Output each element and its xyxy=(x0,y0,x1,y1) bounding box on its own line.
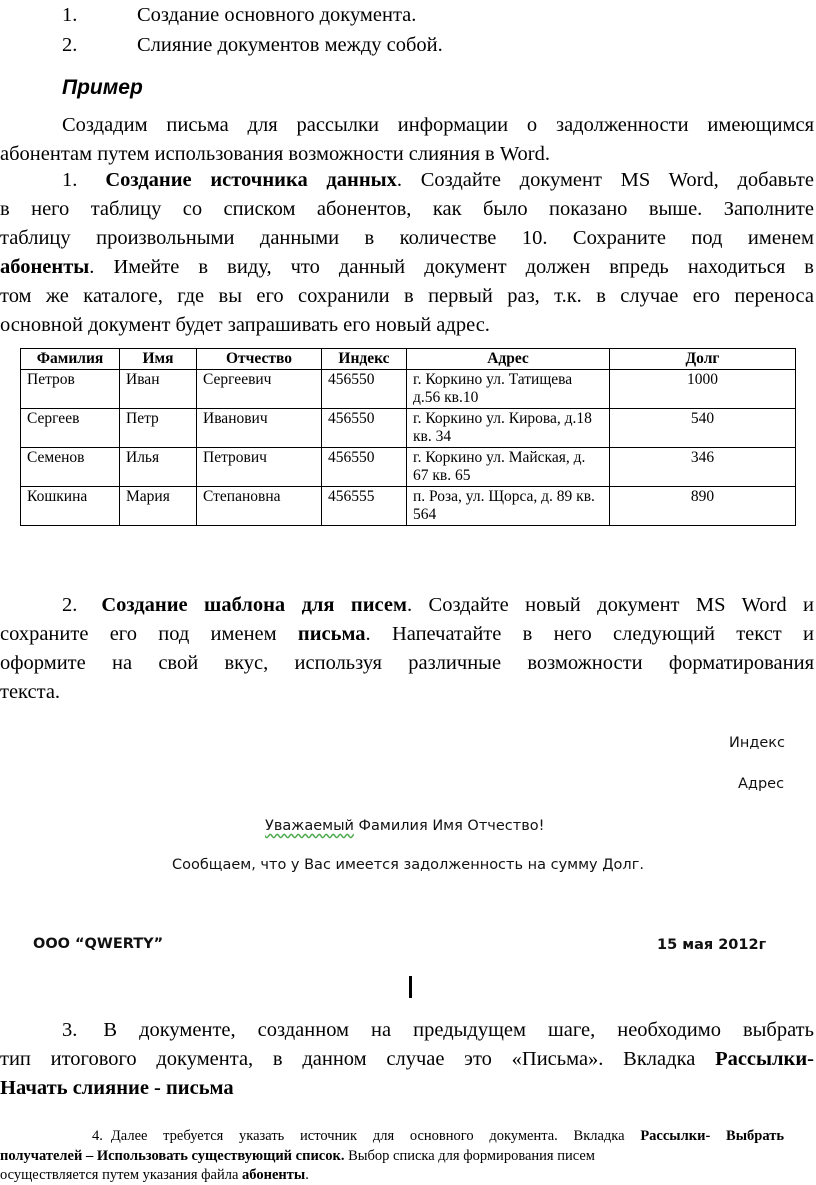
template-greeting: Уважаемый Фамилия Имя Отчество! xyxy=(265,818,545,834)
column-header: Фамилия xyxy=(21,349,120,370)
table-cell: г. Коркино ул. Майская, д. 67 кв. 65 xyxy=(407,448,610,487)
template-address-field: Адрес xyxy=(738,776,785,792)
template-body: Сообщаем, что у Вас имеется задолженность на сумму Долг. xyxy=(172,857,644,873)
step3-line: 3. В документе, созданном на предыдущем шаге, необходимо выбрать xyxy=(62,1019,814,1041)
step2-line: сохраните его под именем письма. Напечатайте в него следующий текст и xyxy=(0,623,815,645)
step3-line: Начать слияние - письма xyxy=(0,1077,234,1099)
table-header-row xyxy=(21,349,796,370)
table-row xyxy=(21,370,796,409)
table-cell: Степановна xyxy=(197,487,322,526)
table-cell: Петр xyxy=(120,409,197,448)
example-heading: Пример xyxy=(62,76,143,99)
list-number: 1. xyxy=(62,4,78,26)
step1-line: 1. Создание источника данных. Создайте документ MS Word, добавьте xyxy=(62,169,814,191)
list-text: Создание основного документа. xyxy=(137,4,417,26)
step1-title: Создание источника данных xyxy=(105,169,397,191)
step4-line: осуществляется путем указания файла абоненты. xyxy=(0,1167,309,1183)
table-cell: 540 xyxy=(610,409,796,448)
table-cell: 456550 xyxy=(322,370,407,409)
table-cell: Иванович xyxy=(197,409,322,448)
step2-line: текста. xyxy=(0,681,61,703)
step1-line: в него таблицу со списком абонентов, как было показано выше. Заполните xyxy=(0,198,814,220)
table-cell: г. Коркино ул. Татищева д.56 кв.10 xyxy=(407,370,610,409)
table-row xyxy=(21,409,796,448)
step3-line: тип итогового документа, в данном случае это «Письма». Вкладка Рассылки- xyxy=(0,1048,814,1070)
table-cell: 346 xyxy=(610,448,796,487)
table-cell: Иван xyxy=(120,370,197,409)
step1-line: основной документ будет запрашивать его новый адрес. xyxy=(0,314,490,336)
column-header: Адрес xyxy=(407,349,610,370)
table-row xyxy=(21,448,796,487)
step2-line: оформите на свой вкус, используя различные возможности форматирования xyxy=(0,652,814,674)
table-cell: Петрович xyxy=(197,448,322,487)
table-cell: Сергеев xyxy=(21,409,120,448)
step2-number: 2. xyxy=(62,594,78,616)
step1-number: 1. xyxy=(62,169,78,191)
step4-line: 4. Далее требуется указать источник для основного документа. Вкладка Рассылки- Выбрать xyxy=(92,1128,784,1144)
table-cell: Сергеевич xyxy=(197,370,322,409)
greeting-word: Уважаемый xyxy=(265,818,354,834)
step2-line: 2. Создание шаблона для писем. Создайте новый документ MS Word и xyxy=(62,594,815,616)
table-cell: 890 xyxy=(610,487,796,526)
intro-line: Создадим письма для рассылки информации о задолженности имеющимся xyxy=(62,114,814,136)
subscribers-table xyxy=(20,348,796,526)
text-cursor xyxy=(409,976,412,998)
table-cell: г. Коркино ул. Кирова, д.18 кв. 34 xyxy=(407,409,610,448)
list-text: Слияние документов между собой. xyxy=(137,34,443,56)
table-cell: Мария xyxy=(120,487,197,526)
step2-title: Создание шаблона для писем xyxy=(101,594,407,616)
step1-line: таблицу произвольными данными в количестве 10. Сохраните под именем xyxy=(0,227,814,249)
table-cell: 456550 xyxy=(322,448,407,487)
table-cell: Петров xyxy=(21,370,120,409)
step1-line: том же каталоге, где вы его сохранили в первый раз, т.к. в случае его переноса xyxy=(0,285,814,307)
column-header: Имя xyxy=(120,349,197,370)
template-date: 15 мая 2012г xyxy=(657,937,767,953)
step4-line: получателей – Использовать существующий список. Выбор списка для формирования писем xyxy=(0,1148,595,1164)
table-cell: Семенов xyxy=(21,448,120,487)
table-cell: 456555 xyxy=(322,487,407,526)
intro-line: абонентам путем использования возможности слияния в Word. xyxy=(0,143,550,165)
table-cell: Кошкина xyxy=(21,487,120,526)
table-cell: Илья xyxy=(120,448,197,487)
list-number: 2. xyxy=(62,34,78,56)
step4-number: 4. xyxy=(92,1128,103,1144)
step1-line: абоненты. Имейте в виду, что данный документ должен впредь находиться в xyxy=(0,256,814,278)
table-cell: п. Роза, ул. Щорса, д. 89 кв. 564 xyxy=(407,487,610,526)
table-cell: 1000 xyxy=(610,370,796,409)
column-header: Долг xyxy=(610,349,796,370)
step3-number: 3. xyxy=(62,1019,78,1041)
table-row xyxy=(21,487,796,526)
template-index-field: Индекс xyxy=(729,735,786,751)
table-cell: 456550 xyxy=(322,409,407,448)
column-header: Отчество xyxy=(197,349,322,370)
column-header: Индекс xyxy=(322,349,407,370)
template-company: ООО “QWERTY” xyxy=(33,936,164,952)
